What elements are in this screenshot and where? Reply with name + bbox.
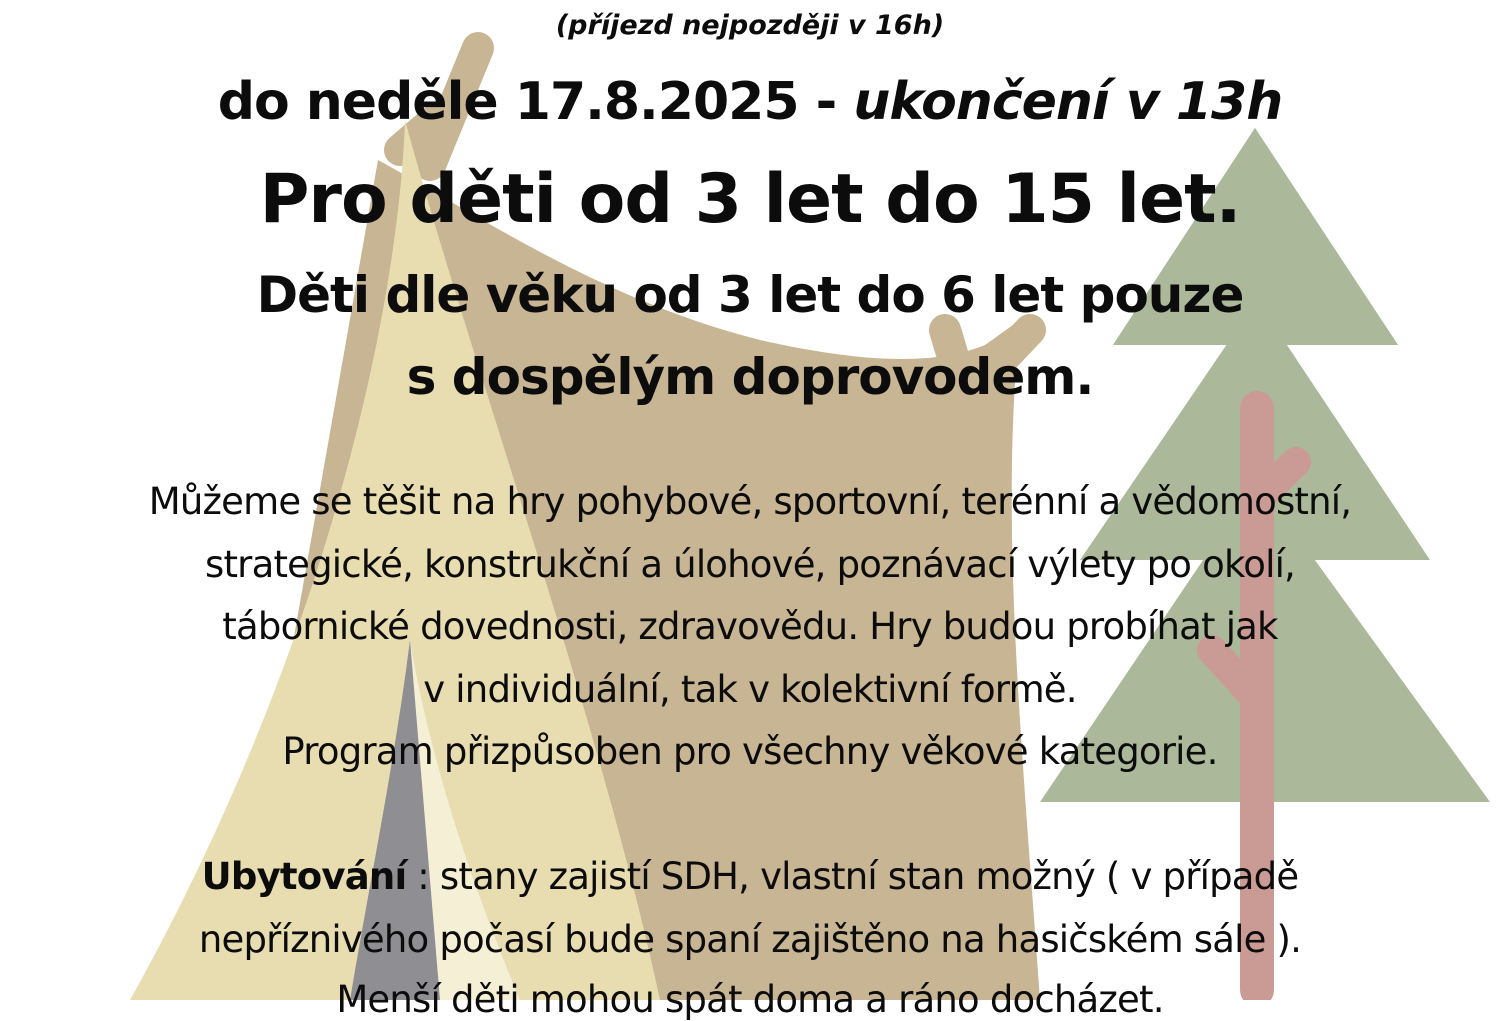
end-date-line [0,72,1500,132]
program-line: strategické, konstrukční a úlohové, poznávací výlety po okolí, [204,543,1296,586]
accommodation-text: : stany zajistí SDH, vlastní stan možný ( v případě [406,855,1299,898]
program-line: v individuální, tak v kolektivní formě. [423,668,1077,711]
accommodation-label: Ubytování [201,855,407,898]
accommodation-line-3: Menší děti mohou spát doma a ráno docházet. [336,978,1164,1021]
age-note-line-2: s dospělým doprovodem. [406,348,1094,406]
program-line: Program přizpůsoben pro všechny věkové kategorie. [282,730,1218,773]
program-line: tábornické dovednosti, zdravovědu. Hry budou probíhat jak [222,605,1278,648]
program-line: Můžeme se těšit na hry pohybové, sportovní, terénní a vědomostní, [148,480,1352,523]
age-range-heading: Pro děti od 3 let do 15 let. [259,160,1241,239]
end-time: ukončení v 13h [853,72,1283,132]
accommodation-line-2: nepříznivého počasí bude spaní zajištěno na hasičském sále ). [198,918,1302,961]
accommodation-line-1 [0,855,1500,898]
arrival-note: (příjezd nejpozději v 16h) [555,10,945,41]
end-date: do neděle 17.8.2025 - [217,72,854,132]
age-note-line-1: Děti dle věku od 3 let do 6 let pouze [256,266,1244,324]
